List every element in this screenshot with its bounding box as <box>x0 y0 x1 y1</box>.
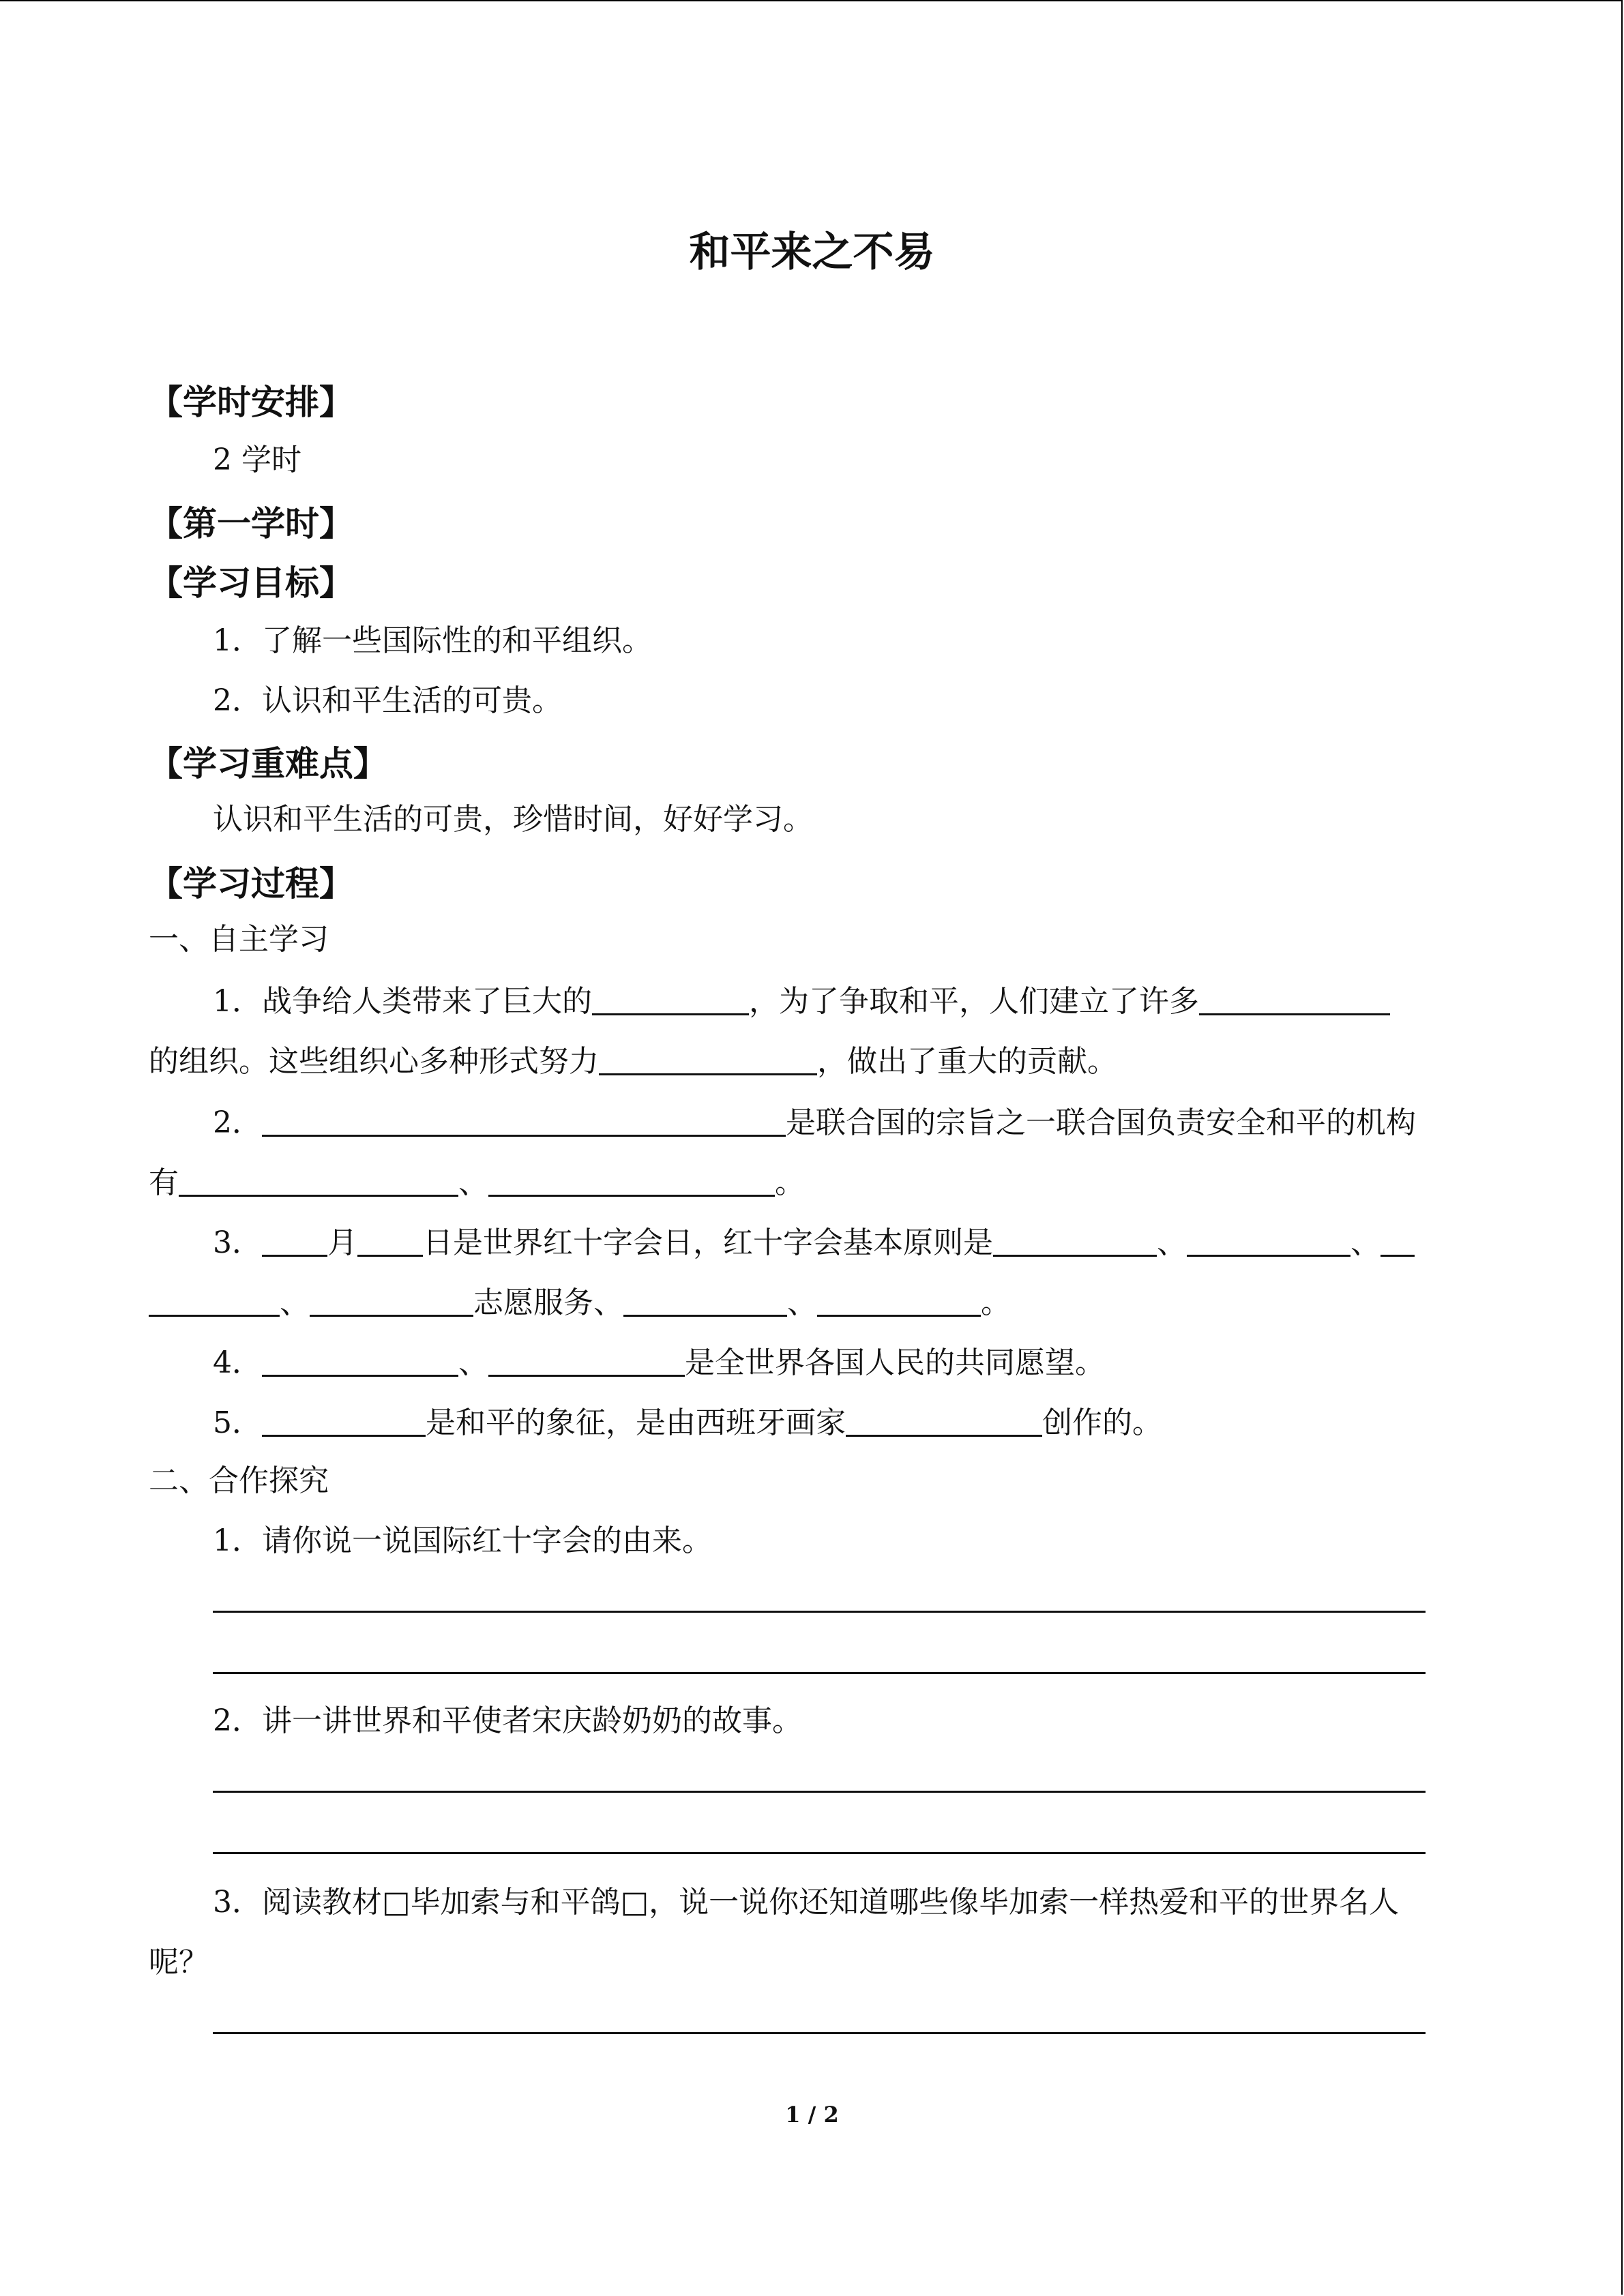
fill-blank[interactable] <box>1199 985 1390 1015</box>
q3-number: 3． <box>213 1225 262 1260</box>
fill-blank[interactable] <box>623 1286 787 1317</box>
q2-text: 有 <box>149 1165 179 1200</box>
self-study-q2 <box>213 1106 1416 1138</box>
q3-text: 日是世界红十字会日，红十字会基本原则是 <box>423 1225 993 1260</box>
cooperation-q2: 2．讲一讲世界和平使者宋庆龄奶奶的故事。 <box>213 1703 802 1738</box>
q5-text: 是和平的象征，是由西班牙画家 <box>426 1405 846 1440</box>
answer-line[interactable] <box>213 1672 1426 1674</box>
goal-item: 2．认识和平生活的可贵。 <box>213 683 562 718</box>
goals-heading: 【学习目标】 <box>149 563 353 603</box>
key-points-heading: 【学习重难点】 <box>149 744 387 784</box>
answer-line[interactable] <box>213 1852 1426 1854</box>
answer-line[interactable] <box>213 1791 1426 1793</box>
fill-blank[interactable] <box>262 1106 786 1137</box>
fill-blank[interactable] <box>817 1286 981 1317</box>
fill-blank[interactable] <box>993 1226 1157 1257</box>
separator: 、 <box>593 1285 623 1320</box>
self-study-q1 <box>213 985 1390 1017</box>
q1-text: ，做出了重大的贡献。 <box>817 1044 1117 1079</box>
separator: 、 <box>458 1165 488 1200</box>
fill-blank[interactable] <box>846 1406 1042 1437</box>
separator: 、 <box>1350 1225 1381 1260</box>
separator: 。 <box>981 1285 1011 1320</box>
cooperation-q3: 3．阅读教材□毕加索与和平鸽□，说一说你还知道哪些像毕加索一样热爱和平的世界名人 <box>213 1885 1400 1920</box>
self-study-q3 <box>213 1226 1415 1258</box>
fill-blank[interactable] <box>310 1286 473 1317</box>
fill-blank[interactable] <box>1187 1226 1350 1257</box>
q4-text: 是全世界各国人民的共同愿望。 <box>685 1345 1105 1380</box>
page-number: 1 / 2 <box>785 2102 839 2128</box>
self-study-q1-cont <box>149 1045 1117 1077</box>
fill-blank[interactable] <box>262 1226 327 1257</box>
fill-blank[interactable] <box>262 1406 426 1437</box>
cooperation-heading: 二、合作探究 <box>149 1463 329 1498</box>
self-study-q5 <box>213 1406 1162 1438</box>
q4-number: 4． <box>213 1345 262 1380</box>
self-study-heading: 一、自主学习 <box>149 922 329 957</box>
self-study-q3-cont <box>149 1286 1011 1318</box>
cooperation-q3-cont: 呢？ <box>149 1945 209 1980</box>
self-study-q4 <box>213 1346 1105 1378</box>
fill-blank[interactable] <box>179 1166 458 1197</box>
q3-text: 月 <box>327 1225 357 1260</box>
cooperation-q1: 1．请你说一说国际红十字会的由来。 <box>213 1523 712 1558</box>
answer-line[interactable] <box>213 1611 1426 1613</box>
fill-blank[interactable] <box>262 1346 458 1377</box>
process-heading: 【学习过程】 <box>149 864 353 904</box>
separator: 、 <box>280 1285 310 1320</box>
q5-number: 5． <box>213 1405 262 1440</box>
q5-text: 创作的。 <box>1042 1405 1162 1440</box>
q2-number: 2． <box>213 1105 262 1140</box>
fill-blank[interactable] <box>149 1286 280 1317</box>
fill-blank[interactable] <box>599 1045 817 1075</box>
key-points-text: 认识和平生活的可贵，珍惜时间，好好学习。 <box>213 802 813 837</box>
separator: 、 <box>458 1345 488 1380</box>
q1-text: 的组织。这些组织心多种形式努力 <box>149 1044 599 1079</box>
self-study-q2-cont <box>149 1166 805 1198</box>
fill-blank[interactable] <box>357 1226 423 1257</box>
page-title: 和平来之不易 <box>689 228 935 276</box>
fill-blank[interactable] <box>488 1166 775 1197</box>
q1-text: ，为了争取和平，人们建立了许多 <box>749 984 1199 1019</box>
first-lesson-heading: 【第一学时】 <box>149 504 353 543</box>
q2-text: 是联合国的宗旨之一联合国负责安全和平的机构 <box>786 1105 1416 1140</box>
q1-text: 1．战争给人类带来了巨大的 <box>213 984 592 1019</box>
fill-blank[interactable] <box>1381 1226 1415 1257</box>
fill-blank[interactable] <box>488 1346 685 1377</box>
separator: 、 <box>787 1285 817 1320</box>
fill-blank[interactable] <box>592 985 749 1015</box>
schedule-heading: 【学时安排】 <box>149 383 353 422</box>
separator: 。 <box>775 1165 805 1200</box>
separator: 、 <box>1157 1225 1187 1260</box>
schedule-value: 2 学时 <box>213 443 301 477</box>
answer-line[interactable] <box>213 2032 1426 2034</box>
goal-item: 1．了解一些国际性的和平组织。 <box>213 623 652 658</box>
q3-text: 志愿服务 <box>473 1285 593 1320</box>
